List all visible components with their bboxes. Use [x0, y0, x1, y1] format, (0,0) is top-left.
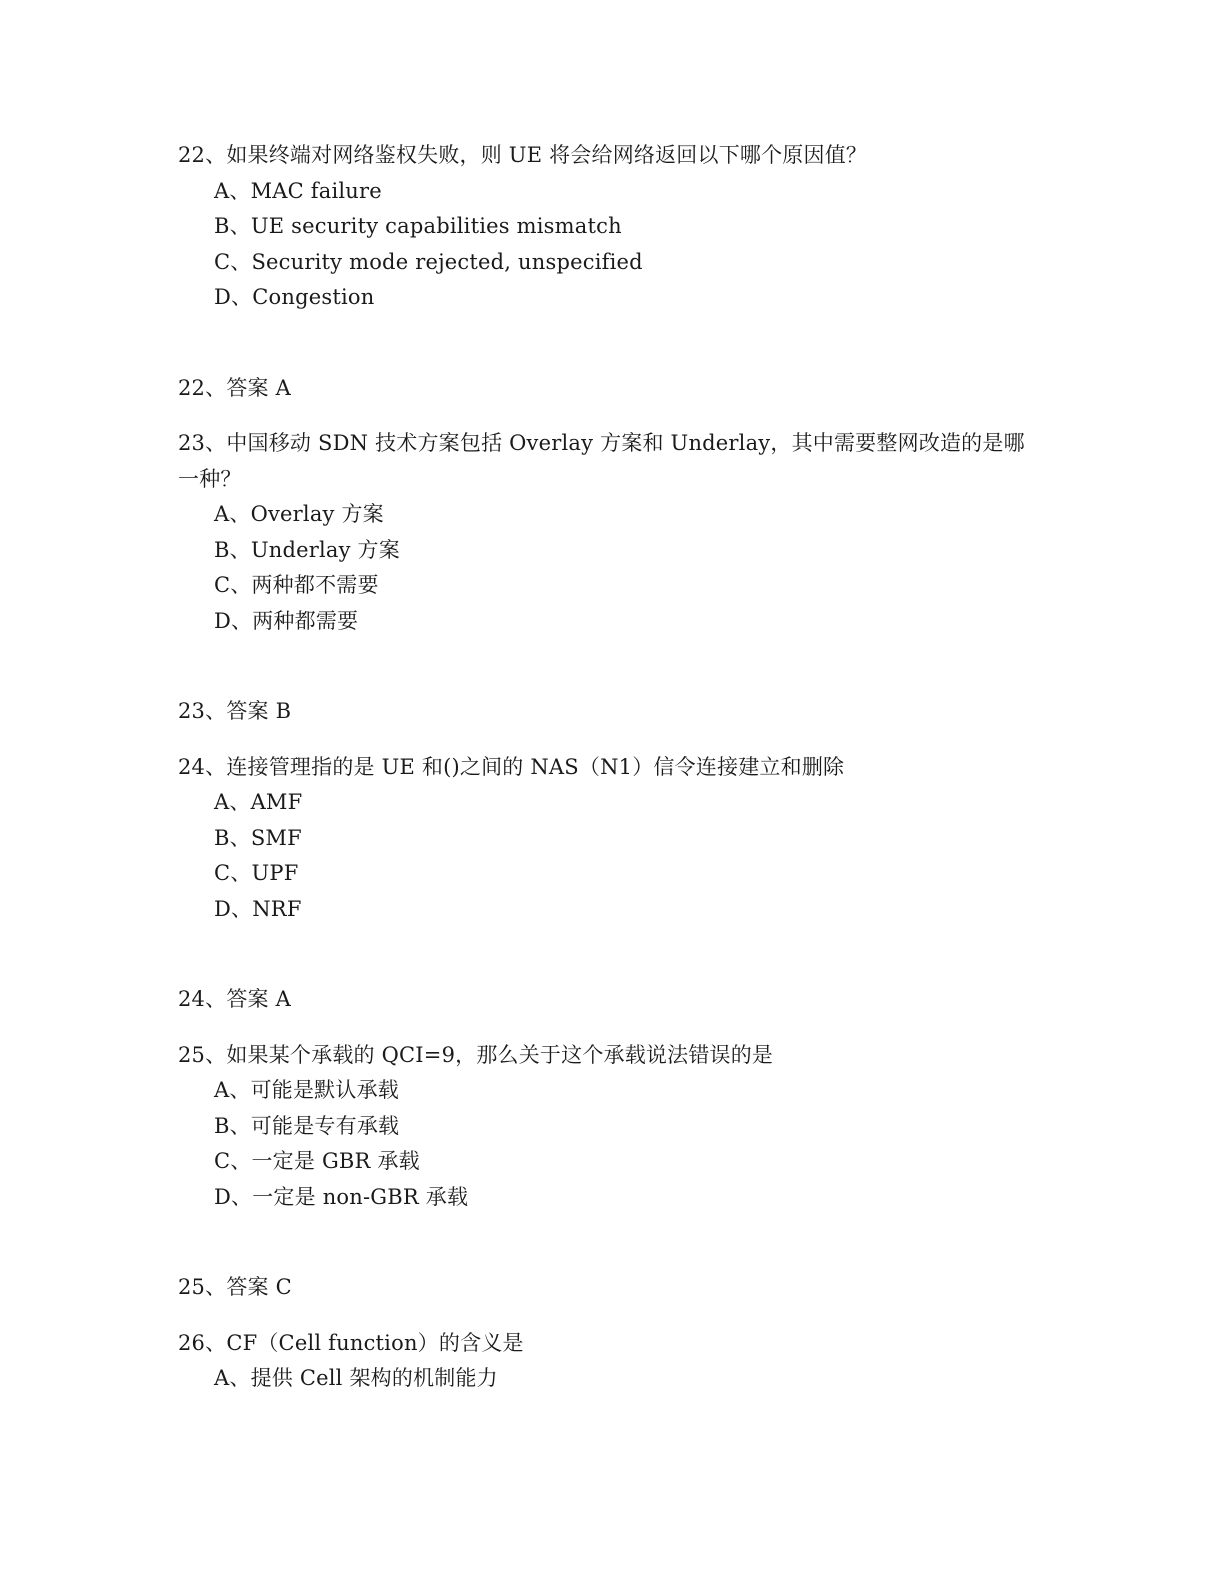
question-25: 25、如果某个承载的 QCI=9，那么关于这个承载说法错误的是	[178, 1042, 774, 1067]
option-25-c: C、一定是 GBR 承载	[214, 1149, 420, 1173]
option-23-a: A、Overlay 方案	[214, 502, 384, 526]
answer-23: 23、答案 B	[178, 699, 292, 723]
option-23-c: C、两种都不需要	[214, 573, 379, 597]
option-22-d: D、Congestion	[214, 285, 375, 309]
question-26: 26、CF（Cell function）的含义是	[178, 1330, 524, 1355]
option-22-c: C、Security mode rejected, unspecified	[214, 249, 643, 274]
option-22-a: A、MAC failure	[214, 178, 382, 203]
option-23-b: B、Underlay 方案	[214, 537, 400, 562]
question-23: 23、中国移动 SDN 技术方案包括 Overlay 方案和 Underlay，其中需要整网改造的是哪一种？	[178, 431, 1025, 491]
answer-24: 24、答案 A	[178, 987, 291, 1011]
option-24-a: A、AMF	[214, 790, 303, 814]
option-25-a: A、可能是默认承载	[214, 1078, 399, 1102]
answer-25: 25、答案 C	[178, 1275, 292, 1299]
option-24-c: C、UPF	[214, 861, 299, 885]
option-25-b: B、可能是专有承载	[214, 1113, 400, 1138]
option-26-a: A、提供 Cell 架构的机制能力	[214, 1366, 498, 1390]
option-22-b: B、UE security capabilities mismatch	[214, 214, 622, 238]
option-24-b: B、SMF	[214, 825, 302, 850]
option-23-d: D、两种都需要	[214, 608, 359, 633]
option-24-d: D、NRF	[214, 896, 302, 921]
answer-22: 22、答案 A	[178, 375, 291, 400]
document-page	[178, 138, 1028, 1397]
question-24: 24、连接管理指的是 UE 和()之间的 NAS（N1）信令连接建立和删除	[178, 754, 845, 779]
question-22: 22、如果终端对网络鉴权失败，则 UE 将会给网络返回以下哪个原因值？	[178, 143, 868, 167]
option-25-d: D、一定是 non-GBR 承载	[214, 1184, 469, 1209]
